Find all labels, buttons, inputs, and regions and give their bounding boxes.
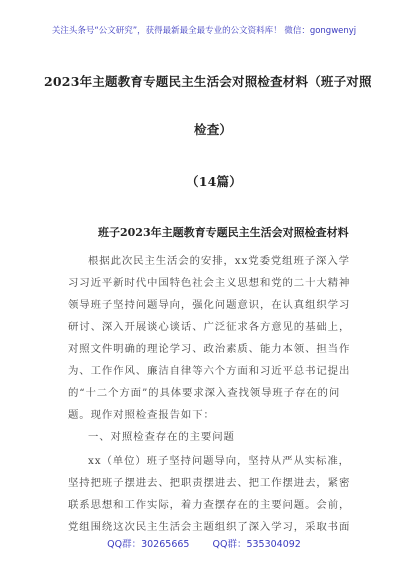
body-line: 的“十二个方面”的具体要求深入查找领导班子存在的问: [68, 387, 341, 399]
body-line: 联系思想和工作实际，着力查摆存在的主要问题。会前，: [68, 499, 351, 511]
body-line: 对照文件明确的理论学习、政治素质、能力本领、担当作: [68, 343, 351, 355]
section-heading: 一、对照检查存在的主要问题: [88, 431, 235, 443]
footer-qq-group-1: QQ群：30265665: [107, 539, 190, 550]
body-line: 习习近平新时代中国特色社会主义思想和党的二十大精神: [68, 277, 351, 289]
footer-contact: [0, 536, 408, 550]
footer-qq-group-2: QQ群：535304092: [212, 539, 301, 550]
body-line: 题。现作对照检查报告如下：: [68, 409, 215, 421]
header-promo-note: 关注头条号“公文研究”，获得最新最全最专业的公文资料库！ 微信：gongwenyj: [51, 26, 357, 36]
body-line: 领导班子坚持问题导向，强化问题意识，在认真组织学习: [68, 299, 351, 311]
body-line: 坚持把班子摆进去、把职责摆进去、把工作摆进去，紧密: [68, 477, 351, 489]
document-title-count: （14篇）: [186, 174, 242, 189]
document-title-line-2: 检查）: [194, 122, 233, 137]
body-line: 党组围绕这次民主生活会主题组织了深入学习，采取书面: [68, 521, 351, 533]
body-line: 研讨、深入开展谈心谈话、广泛征求各方意见的基础上，: [68, 321, 351, 333]
document-title-line-1: 2023年主题教育专题民主生活会对照检查材料（班子对照: [44, 74, 372, 89]
section-subtitle: 班子2023年主题教育专题民主生活会对照检查材料: [98, 226, 349, 239]
body-line: 根据此次民主生活会的安排，xx党委党组班子深入学: [88, 255, 350, 267]
body-line: 为、工作作风、廉洁自律等六个方面和习近平总书记提出: [68, 365, 351, 377]
body-line: xx（单位）班子坚持问题导向，坚持从严从实标准，: [88, 455, 350, 467]
